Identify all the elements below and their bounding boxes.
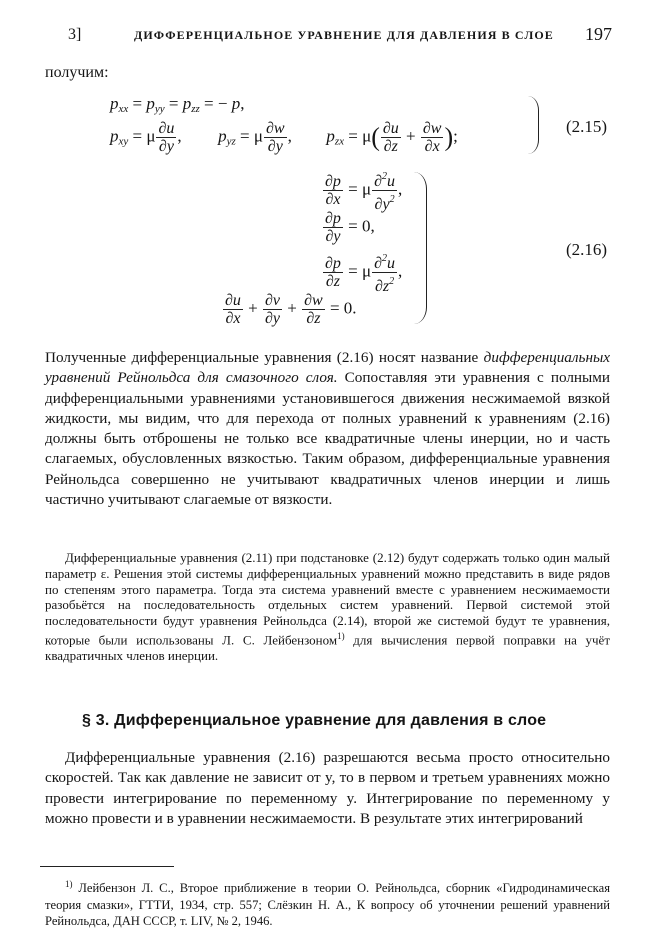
section-heading: § 3. Дифференциальное уравнение для давления в слое: [82, 712, 547, 729]
footnote-mark: 1): [65, 879, 73, 889]
intro-text: получим:: [45, 64, 109, 81]
equation-2-16-line-2: $\frac{\partial p}{\partial y}$ = 0,: [325, 210, 375, 245]
equation-label-2-16: (2.16): [566, 240, 608, 259]
footnote-divider: [40, 866, 174, 867]
paragraph-section-body: Дифференциальные уравнения (2.16) разрешаются весьма просто относительно скоростей. Так как давление не зависит от y, то в первом и третьем уравнениях можно провести интегрирование по переменному y. Интегрирование по переменному y можно провести и в уравнении несжимаемости. В результате этих интегрирований: [45, 749, 610, 827]
paragraph-1-italic-term: дифференциальных уравнений Рейнольдса для смазочного слоя.: [45, 349, 610, 387]
page-number: 197: [585, 24, 612, 44]
running-header: [62, 24, 614, 48]
paragraph-1-text-b: Сопоставляя эти уравнения с полными дифференциальными уравнениями установившегося движения несжимаемой вязкой жидкости, мы видим, что для перехода от полных уравнений к уравнениям (2.16) должны быть отброшены не только все квадратичные члены инерции, но и часть слагаемых, обусловленных вязкостью. Таким образом, дифференциальные уравнения Рейнольдса совершенно не учитывают квадратичных членов инерции и лишь частично учитывают слагаемые от вязкости.: [45, 369, 611, 509]
equation-2-15-line-2: $p_{xy} = \mu$ $\frac{\partial u}{\partial y}$ , $p_{yz} = \mu$ $\frac{\partial w}{\partial y}$ , $p_{zx} = \mu$( $\frac{\partial u}{\partial z}$ + $\frac{\partial w}{\partial x}$ );: [110, 120, 458, 155]
equation-2-16-line-3: $\frac{\partial p}{\partial z}$ = μ $\frac{\partial^2u}{\partial z^2}$ ,: [322, 250, 402, 295]
section-number: 3]: [68, 26, 82, 43]
equation-2-16-line-1: $\frac{\partial p}{\partial x}$ = μ $\frac{\partial^2u}{\partial y^2}$ ,: [322, 168, 402, 213]
brace-2-15: [528, 96, 539, 154]
paragraph-2-text-a: Дифференциальные уравнения (2.11) при подстановке (2.12) будут содержать только один малый параметр ε. Решения этой системы дифференциальных уравнений можно представить в виде рядов по степеням этого параметра. Тогда эта система уравнений вместе с уравнением несжимаемости разобьётся на последовательность отдельных систем уравнений. Первой системой этой последовательности будут уравнения Рейнольдса (2.14), второй же системой будут те уравнения, которые были использованы Л. С. Лейбензоном: [45, 550, 610, 648]
paragraph-small-print: [45, 550, 610, 664]
paragraph-reynolds-equations: [45, 348, 610, 510]
paragraph-1-text-a: Полученные дифференциальные уравнения (2.16) носят название: [45, 349, 484, 366]
footnote-reference: 1): [337, 630, 345, 641]
running-title: ДИФФЕРЕНЦИАЛЬНОЕ УРАВНЕНИЕ ДЛЯ ДАВЛЕНИЯ В СЛОЕ: [134, 28, 554, 42]
equation-2-15-line-1: $p_{xx} = p_{yy} = p_{zz}$ = − p,: [110, 94, 245, 115]
paragraph-2-text-b: для вычисления первой поправки на учёт квадратичных членов инерции.: [45, 632, 610, 664]
brace-2-16: [414, 172, 427, 324]
equation-2-16-line-4: $\frac{\partial u}{\partial x}$ + $\frac{\partial v}{\partial y}$ + $\frac{\partial w}{\partial z}$ = 0.: [225, 292, 357, 327]
footnote: [45, 876, 610, 930]
equation-label-2-15: (2.15): [566, 117, 608, 136]
footnote-text: Лейбензон Л. С., Второе приближение в теории О. Рейнольдса, сборник «Гидродинамическая теория смазки», ГТТИ, 1934, стр. 557; Слёзкин Н. А., К вопросу об уточнении решений уравнений Рейнольдса, ДАН СССР, т. LIV, № 2, 1946.: [45, 881, 610, 929]
